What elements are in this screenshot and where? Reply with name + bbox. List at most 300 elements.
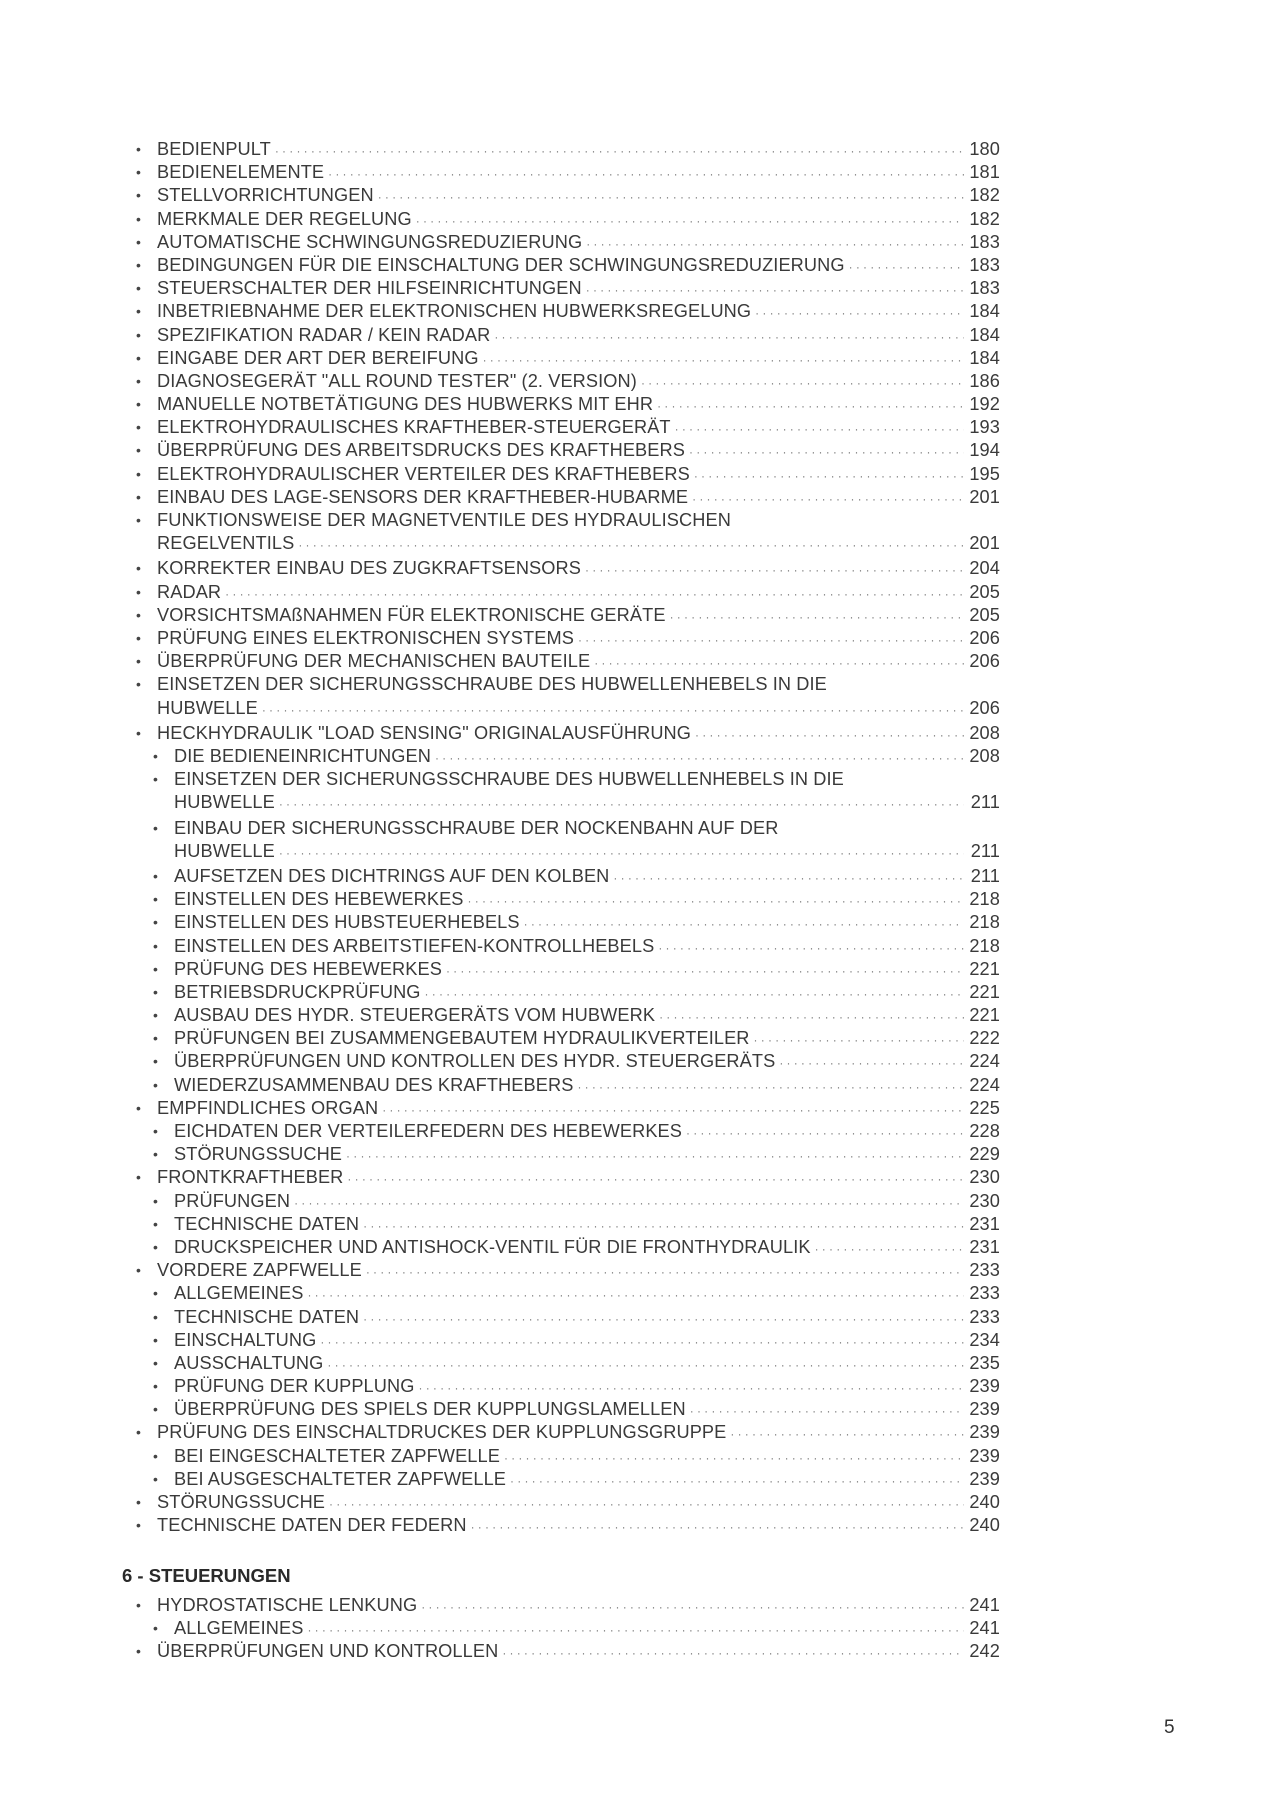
dot-leader [675,418,964,441]
toc-entry-page: 182 [969,208,1000,229]
toc-entry [130,673,1000,721]
dot-leader [382,1099,964,1122]
toc-entry-title: EINBAU DES LAGE-SENSORS DER KRAFTHEBER-HUBARME [157,486,689,507]
toc-entry-page: 240 [969,1515,1000,1536]
dot-leader [690,1400,964,1423]
bullet: • [153,1470,159,1487]
toc-entry [130,393,1000,416]
toc-entry-title: ALLGEMEINES [174,1283,304,1304]
toc-entry-title: BEDINGUNGEN FÜR DIE EINSCHALTUNG DER SCHWINGUNGSREDUZIERUNG [157,254,845,275]
toc-entry [130,1027,1000,1050]
bullet: • [153,1030,159,1047]
toc-entry-title: BEDIENELEMENTE [157,162,325,183]
bullet: • [136,187,142,204]
toc-entry [130,509,1000,557]
bullet: • [153,1447,159,1464]
toc-entry [130,161,1000,184]
toc-entry [130,1120,1000,1143]
bullet: • [136,164,142,181]
toc-entry-title: PRÜFUNG DER KUPPLUNG [174,1376,415,1397]
toc-entry-page: 241 [969,1618,1000,1639]
toc-entry [130,254,1000,277]
dot-leader [320,1331,964,1354]
toc-entry-page: 241 [969,1595,1000,1615]
bullet: • [136,560,142,577]
toc-entry-page: 183 [969,278,1000,299]
dot-leader [502,1642,964,1665]
toc-entry [130,231,1000,254]
toc-entry [130,1445,1000,1468]
toc-entry-title: PRÜFUNGEN BEI ZUSAMMENGEBAUTEM HYDRAULIKVERTEILER [174,1028,750,1049]
toc-entry [130,370,1000,393]
dot-leader [346,1145,964,1168]
toc-entry [130,1236,1000,1259]
bullet: • [153,1354,159,1371]
toc-entry-page: 204 [969,558,1000,579]
toc-entry [130,324,1000,347]
toc-entry-page: 193 [969,417,1000,438]
toc-entry-title: PRÜFUNG EINES ELEKTRONISCHEN SYSTEMS [157,627,574,648]
toc-entry-page: 239 [969,1422,1000,1443]
toc-entry [130,1050,1000,1073]
toc-entry [130,1074,1000,1097]
bullet: • [153,1215,159,1232]
toc-entry-title: MERKMALE DER REGELUNG [157,208,412,229]
toc-entry [130,1594,1000,1617]
section-table-of-contents [130,1594,1000,1664]
dot-leader [366,1261,964,1284]
toc-entry-page: 221 [969,981,1000,1002]
toc-entry-page: 201 [969,533,1000,554]
toc-entry-page: 201 [969,486,1000,507]
toc-entry-title: PRÜFUNG DES EINSCHALTDRUCKES DER KUPPLUNGSGRUPPE [157,1422,727,1443]
toc-entry-title: ÜBERPRÜFUNG DES SPIELS DER KUPPLUNGSLAMELLEN [174,1399,686,1420]
toc-entry [130,1375,1000,1398]
toc-entry-page: 183 [969,231,1000,252]
toc-entry-page: 233 [969,1283,1000,1304]
toc-entry [130,722,1000,745]
toc-entry [130,1468,1000,1491]
dot-leader [329,1493,964,1516]
toc-entry [130,935,1000,958]
bullet: • [153,914,159,931]
bullet: • [153,1007,159,1024]
toc-entry [130,486,1000,509]
toc-entry [130,1398,1000,1421]
toc-entry-title: AUSSCHALTUNG [174,1352,324,1373]
dot-leader [755,302,964,325]
toc-entry [130,817,1000,865]
toc-entry [130,463,1000,486]
toc-entry-page: 211 [970,840,1000,861]
bullet: • [136,419,142,436]
toc-entry-page: 182 [969,185,1000,206]
dot-leader [446,960,964,983]
toc-entry-page: 194 [969,440,1000,461]
toc-entry [130,347,1000,370]
bullet: • [136,349,142,366]
toc-entry-page: 224 [969,1074,1000,1095]
bullet: • [153,1378,159,1395]
dot-leader [307,1619,964,1642]
toc-entry [130,1491,1000,1514]
toc-entry-page: 218 [969,912,1000,933]
toc-entry-page: 183 [969,254,1000,275]
toc-entry [130,745,1000,768]
toc-entry-title: EINSCHALTUNG [174,1329,317,1350]
toc-entry-page: 239 [969,1376,1000,1397]
bullet: • [136,372,142,389]
bullet: • [153,937,159,954]
toc-entry-page: 242 [969,1641,1000,1662]
dot-leader [419,1377,965,1400]
toc-entry-title: HECKHYDRAULIK "LOAD SENSING" ORIGINALAUSFÜHRUNG [157,722,692,743]
toc-entry-title: SPEZIFIKATION RADAR / KEIN RADAR [157,324,491,345]
toc-entry [130,416,1000,439]
toc-entry-title: HYDROSTATISCHE LENKUNG [157,1595,418,1615]
dot-leader [471,1516,964,1539]
toc-entry-page: 231 [969,1213,1000,1234]
toc-entry-page: 211 [970,865,1000,886]
toc-entry-title: ÜBERPRÜFUNG DES ARBEITSDRUCKS DES KRAFTHEBERS [157,440,685,461]
toc-entry-title: EICHDATEN DER VERTEILERFEDERN DES HEBEWERKES [174,1121,683,1141]
toc-entry-title-continued: HUBWELLE [157,697,258,718]
dot-leader [363,1308,964,1331]
dot-leader [504,1447,964,1470]
bullet: • [153,747,159,764]
bullet: • [136,1494,142,1510]
toc-entry [130,911,1000,934]
toc-entry-title: RADAR [157,581,222,602]
bullet: • [136,1597,142,1613]
toc-entry-title: DRUCKSPEICHER UND ANTISHOCK-VENTIL FÜR DIE FRONTHYDRAULIK [174,1236,811,1257]
bullet: • [153,1123,159,1139]
toc-entry-title: AUTOMATISCHE SCHWINGUNGSREDUZIERUNG [157,231,583,252]
dot-leader [692,488,964,511]
toc-entry-page: 186 [969,370,1000,391]
dot-leader [613,867,964,890]
dot-leader [494,326,964,349]
bullet: • [153,1192,159,1209]
toc-entry [130,300,1000,323]
bullet: • [136,629,142,646]
toc-entry-page: 206 [969,697,1000,718]
dot-leader [483,349,964,372]
toc-entry-title: VORSICHTSMAßNAHMEN FÜR ELEKTRONISCHE GERÄTE [157,604,666,625]
bullet: • [153,819,159,836]
dot-leader [577,1076,964,1099]
dot-leader [689,441,964,464]
dot-leader [262,699,964,722]
toc-entry-page: 206 [969,651,1000,672]
toc-entry-title: ÜBERPRÜFUNG DER MECHANISCHEN BAUTEILE [157,651,591,672]
toc-entry-page: 218 [969,935,1000,956]
bullet: • [136,1424,142,1441]
toc-entry-page: 206 [969,627,1000,648]
bullet: • [136,396,142,413]
toc-entry-title: TECHNISCHE DATEN [174,1213,360,1234]
toc-entry [130,1514,1000,1537]
toc-entry-page: 192 [969,394,1000,415]
dot-leader [849,256,964,279]
toc-entry [130,1004,1000,1027]
bullet: • [136,1262,142,1279]
dot-leader [657,395,964,418]
toc-entry-title: WIEDERZUSAMMENBAU DES KRAFTHEBERS [174,1074,574,1095]
bullet: • [153,983,159,1000]
dot-leader [510,1470,964,1493]
toc-entry-title: BEI AUSGESCHALTETER ZAPFWELLE [174,1468,507,1489]
dot-leader [586,279,964,302]
dot-leader [815,1238,964,1261]
toc-entry-page: 234 [969,1329,1000,1350]
toc-entry [130,627,1000,650]
toc-entry-page: 239 [969,1445,1000,1466]
dot-leader [586,233,964,256]
toc-entry-page: 180 [969,139,1000,159]
toc-entry [130,768,1000,816]
toc-entry-page: 205 [969,604,1000,625]
dot-leader [225,583,964,606]
bullet: • [136,1169,142,1186]
toc-entry [130,604,1000,627]
bullet: • [153,1308,159,1325]
toc-entry-title-continued: REGELVENTILS [157,533,295,554]
bullet: • [136,233,142,250]
dot-leader [670,606,964,629]
toc-entry-page: 239 [969,1468,1000,1489]
toc-entry-page: 240 [969,1492,1000,1512]
dot-leader [416,210,964,233]
toc-entry [130,981,1000,1004]
bullet: • [153,891,159,908]
toc-entry [130,1213,1000,1236]
toc-entry [130,184,1000,207]
bullet: • [136,512,142,528]
dot-leader [585,559,964,582]
toc-entry [130,1329,1000,1352]
bullet: • [136,1517,142,1534]
toc-entry [130,1640,1000,1663]
dot-leader [779,1052,964,1075]
toc-entry [130,1097,1000,1120]
toc-entry-title: ELEKTROHYDRAULISCHES KRAFTHEBER-STEUERGERÄT [157,417,671,438]
dot-leader [294,1192,964,1215]
dot-leader [730,1423,964,1446]
toc-entry [130,208,1000,231]
toc-entry-page: 233 [969,1260,1000,1281]
bullet: • [153,960,159,977]
toc-entry-title: EINGABE DER ART DER BEREIFUNG [157,347,479,368]
toc-entry-page: 224 [969,1051,1000,1072]
dot-leader [279,842,964,865]
toc-entry-title: EINSETZEN DER SICHERUNGSSCHRAUBE DES HUBWELLENHEBELS IN DIE [174,769,844,790]
toc-entry-title: EINBAU DER SICHERUNGSSCHRAUBE DER NOCKENBAHN AUF DER [174,817,779,838]
dot-leader [275,140,964,163]
toc-entry-page: 195 [969,463,1000,484]
dot-leader [468,890,964,913]
toc-entry-page: 218 [969,889,1000,910]
toc-entry-title: ALLGEMEINES [174,1618,304,1639]
dot-leader [695,724,964,747]
dot-leader [307,1284,964,1307]
dot-leader [754,1029,964,1052]
dot-leader [421,1596,964,1619]
dot-leader [327,1354,964,1377]
toc-entry [130,1143,1000,1166]
toc-entry [130,439,1000,462]
toc-entry-title: TECHNISCHE DATEN DER FEDERN [157,1515,467,1536]
toc-entry-page: 230 [969,1167,1000,1188]
toc-entry-title: BETRIEBSDRUCKPRÜFUNG [174,981,421,1002]
dot-leader [659,1006,964,1029]
dot-leader [347,1168,964,1191]
toc-entry [130,138,1000,161]
bullet: • [136,280,142,297]
bullet: • [136,1099,142,1116]
toc-entry-page: 184 [969,324,1000,345]
toc-entry-title: BEI EINGESCHALTETER ZAPFWELLE [174,1445,500,1466]
bullet: • [153,771,159,788]
toc-entry-page: 235 [969,1352,1000,1373]
toc-entry [130,1259,1000,1282]
page-number: 5 [1164,1717,1175,1738]
toc-entry-page: 221 [969,1005,1000,1026]
dot-leader [435,747,964,770]
toc-entry-title: ÜBERPRÜFUNGEN UND KONTROLLEN DES HYDR. STEUERGERÄTS [174,1051,776,1072]
toc-entry-title: EINSTELLEN DES HUBSTEUERHEBELS [174,912,520,933]
bullet: • [153,1285,159,1302]
toc-entry-title: PRÜFUNG DES HEBEWERKES [174,958,442,979]
toc-entry-title: EMPFINDLICHES ORGAN [157,1097,379,1118]
section-heading: 6 - STEUERUNGEN [122,1565,291,1586]
bullet: • [136,442,142,459]
bullet: • [153,1053,159,1070]
toc-entry-title: ÜBERPRÜFUNGEN UND KONTROLLEN [157,1641,499,1662]
bullet: • [136,1643,142,1660]
toc-entry-title: EINSTELLEN DES ARBEITSTIEFEN-KONTROLLHEBELS [174,935,655,956]
toc-entry-title: FRONTKRAFTHEBER [157,1167,344,1188]
dot-leader [298,534,964,557]
toc-entry-title: EINSETZEN DER SICHERUNGSSCHRAUBE DES HUBWELLENHEBELS IN DIE [157,674,827,695]
toc-entry-title: EINSTELLEN DES HEBEWERKES [174,889,464,910]
toc-entry-page: 205 [969,581,1000,602]
toc-entry [130,958,1000,981]
toc-entry-page: 228 [969,1121,1000,1141]
toc-entry [130,581,1000,604]
bullet: • [136,583,142,600]
toc-entry [130,1190,1000,1213]
bullet: • [136,303,142,320]
toc-entry-page: 222 [969,1028,1000,1049]
toc-entry-title: AUFSETZEN DES DICHTRINGS AUF DEN KOLBEN [174,865,610,886]
toc-entry-title: ELEKTROHYDRAULISCHER VERTEILER DES KRAFTHEBERS [157,463,690,484]
toc-entry [130,1617,1000,1640]
toc-entry-page: 230 [969,1190,1000,1211]
toc-entry-title: STÖRUNGSSUCHE [174,1144,343,1165]
dot-leader [694,465,964,488]
bullet: • [136,724,142,741]
toc-entry-page: 229 [969,1144,1000,1165]
toc-entry [130,1166,1000,1189]
toc-entry-title: TECHNISCHE DATEN [174,1306,360,1327]
toc-entry-title: BEDIENPULT [157,139,271,159]
bullet: • [136,606,142,623]
toc-entry-page: 208 [969,722,1000,743]
toc-entry [130,650,1000,673]
toc-entry-title: DIAGNOSEGERÄT "ALL ROUND TESTER" (2. VERSION) [157,370,637,391]
dot-leader [594,652,964,675]
dot-leader [378,186,964,209]
toc-entry-page: 184 [969,347,1000,368]
dot-leader [328,163,964,186]
table-of-contents [130,138,1000,1537]
toc-entry-title: AUSBAU DES HYDR. STEUERGERÄTS VOM HUBWERK [174,1005,656,1026]
toc-entry [130,1352,1000,1375]
toc-entry-title-continued: HUBWELLE [174,792,275,813]
toc-entry-title: KORREKTER EINBAU DES ZUGKRAFTSENSORS [157,558,581,579]
bullet: • [153,1620,159,1637]
toc-entry [130,888,1000,911]
dot-leader [279,793,964,816]
toc-entry [130,1282,1000,1305]
bullet: • [136,653,142,670]
bullet: • [136,210,142,227]
toc-entry [130,1421,1000,1444]
toc-entry-title: STELLVORRICHTUNGEN [157,185,374,206]
dot-leader [658,937,964,960]
toc-entry-page: 233 [969,1306,1000,1327]
bullet: • [136,676,142,693]
bullet: • [153,867,159,884]
bullet: • [136,141,142,157]
toc-entry [130,557,1000,580]
toc-entry-page: 225 [969,1097,1000,1118]
dot-leader [686,1122,964,1145]
toc-entry-page: 231 [969,1236,1000,1257]
bullet: • [153,1076,159,1093]
dot-leader [578,629,964,652]
bullet: • [136,465,142,482]
toc-entry [130,277,1000,300]
toc-entry-title: MANUELLE NOTBETÄTIGUNG DES HUBWERKS MIT EHR [157,394,654,415]
toc-entry-page: 211 [970,792,1000,813]
bullet: • [153,1401,159,1418]
bullet: • [136,488,142,505]
toc-entry-title-continued: HUBWELLE [174,840,275,861]
toc-entry [130,865,1000,888]
toc-entry-title: PRÜFUNGEN [174,1190,291,1211]
toc-entry-title: INBETRIEBNAHME DER ELEKTRONISCHEN HUBWERKSREGELUNG [157,301,752,322]
bullet: • [136,326,142,343]
dot-leader [641,372,964,395]
toc-entry-page: 239 [969,1399,1000,1420]
toc-entry-title: STÖRUNGSSUCHE [157,1492,326,1512]
toc-entry-title: STEUERSCHALTER DER HILFSEINRICHTUNGEN [157,278,582,299]
toc-entry-title: DIE BEDIENEINRICHTUNGEN [174,745,431,766]
dot-leader [524,913,964,936]
toc-entry-title: FUNKTIONSWEISE DER MAGNETVENTILE DES HYDRAULISCHEN [157,510,731,530]
bullet: • [153,1146,159,1163]
dot-leader [363,1215,964,1238]
toc-entry [130,1306,1000,1329]
dot-leader [425,983,964,1006]
toc-entry-page: 221 [969,958,1000,979]
toc-entry-page: 181 [969,162,1000,183]
toc-entry-page: 208 [969,745,1000,766]
bullet: • [153,1238,159,1255]
bullet: • [136,256,142,273]
